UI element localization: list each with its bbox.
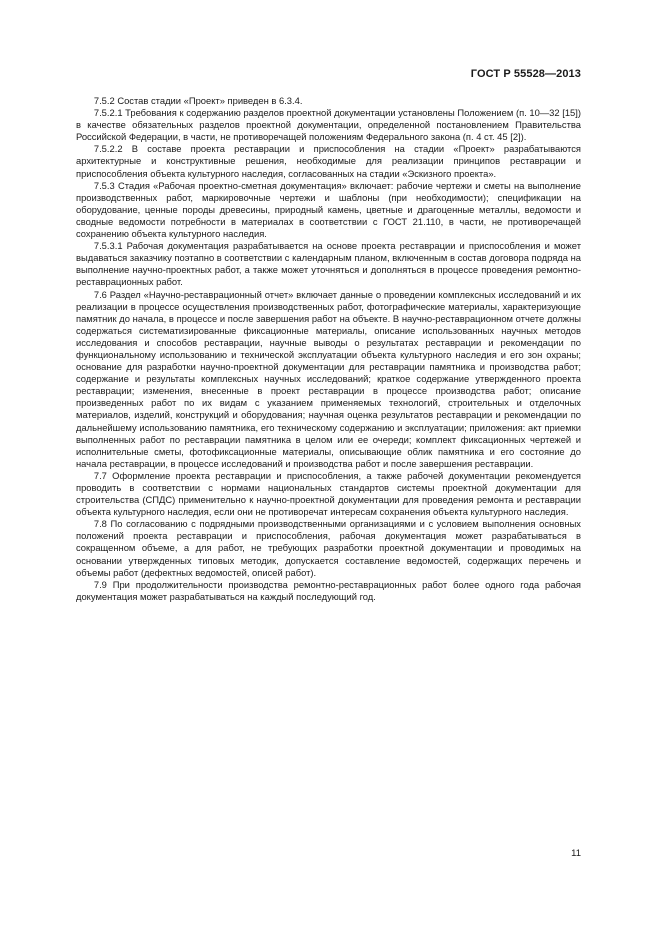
document-body: [76, 95, 581, 603]
paragraph-7-6: 7.6 Раздел «Научно-реставрационный отчет» включает данные о проведении комплексных исследований и их реализации в процессе осуществления производственных работ, фотографические материалы, характеризующие памятник до начала, в процессе и после завершения работ на объекте. В научно-реставрационном отчете должны содержаться систематизированные фиксационные материалы, описание использованных научных методов исследования и способов реставрации, научные выводы о результатах реставрации и рекомендации по функциональному использованию и технической эксплуатации объекта культурного наследия и его зон охраны; основание для разработки научно-проектной документации для реставрации памятника и производства работ; содержание и результаты комплексных научных исследований; краткое содержание утвержденного проекта реставрации; изменения, внесенные в проект реставрации в процессе производства работ; описание произведенных работ по их видам с указанием применяемых технологий, строительных и отделочных материалов, изделий, конструкций и оборудования; научная оценка результатов реставрации и рекомендации по дальнейшему использованию памятника, его техническому содержанию и эксплуатации; приложения: акт приемки выполненных работ по реставрации памятника в целом или ее очереди; комплект фиксационных чертежей и исполнительные сметы, фотофиксационные материалы, описывающие облик памятника и его состояние до начала реставрации, в процессе исследований и производства работ и после завершения реставрации.: [76, 288, 581, 469]
paragraph-7-9: 7.9 При продолжительности производства ремонтно-реставрационных работ более одного года рабочая документация может разрабатываться на каждый последующий год.: [76, 578, 581, 602]
paragraph-7-5-2-1: 7.5.2.1 Требования к содержанию разделов проектной документации установлены Положением (п. 10—32 [15]) в качестве обязательных разделов проектной документации, определенной постановлением Правительства Российской Федерации, в части, не противоречащей положениям Федерального закона (п. 4 ст. 45 [2]).: [76, 107, 581, 143]
standard-header: ГОСТ Р 55528—2013: [470, 68, 581, 80]
paragraph-7-5-2-2: 7.5.2.2 В составе проекта реставрации и приспособления на стадии «Проект» разрабатываются архитектурные и конструктивные решения, необходимые для реализации принципов реставрации и приспособления объекта культурного наследия, согласованных на стадии «Эскизного проекта».: [76, 143, 581, 179]
paragraph-7-5-3: 7.5.3 Стадия «Рабочая проектно-сметная документация» включает: рабочие чертежи и сметы на выполнение производственных работ, маркировочные чертежи и шаблоны (при необходимости); спецификации на оборудование, ценные породы древесины, природный камень, цветные и драгоценные металлы, ведомости и сводные ведомости потребности в материалах в соответствии с ГОСТ 21.110, в части, не противоречащей сохранению объекта культурного наследия.: [76, 179, 581, 240]
paragraph-7-8: 7.8 По согласованию с подрядными производственными организациями и с условием выполнения основных положений проекта реставрации и приспособления, рабочая документация может разрабатываться в сокращенном объеме, а для работ, не требующих разработки проектной документации и проводимых на основании утвержденных типовых методик, допускается составление ведомостей, содержащих перечень и объемы работ (дефектных ведомостей, описей работ).: [76, 518, 581, 578]
page-number: 11: [571, 848, 581, 859]
paragraph-7-5-3-1: 7.5.3.1 Рабочая документация разрабатывается на основе проекта реставрации и приспособления и может выдаваться заказчику поэтапно в соответствии с календарным планом, включенным в состав договора подряда на выполнение научно-проектных работ, а также может уточняться и дополняться в процессе проведения ремонтно-реставрационных работ.: [76, 240, 581, 288]
paragraph-7-5-2: 7.5.2 Состав стадии «Проект» приведен в 6.3.4.: [93, 95, 303, 106]
paragraph-7-7: 7.7 Оформление проекта реставрации и приспособления, а также рабочей документации рекомендуется проводить в соответствии с нормами национальных стандартов системы проектной документации для строительства (СПДС) применительно к научно-проектной документации для проведения ремонта и реставрации объекта культурного наследия, если они не противоречат интересам сохранения объекта культурного наследия.: [76, 469, 581, 518]
